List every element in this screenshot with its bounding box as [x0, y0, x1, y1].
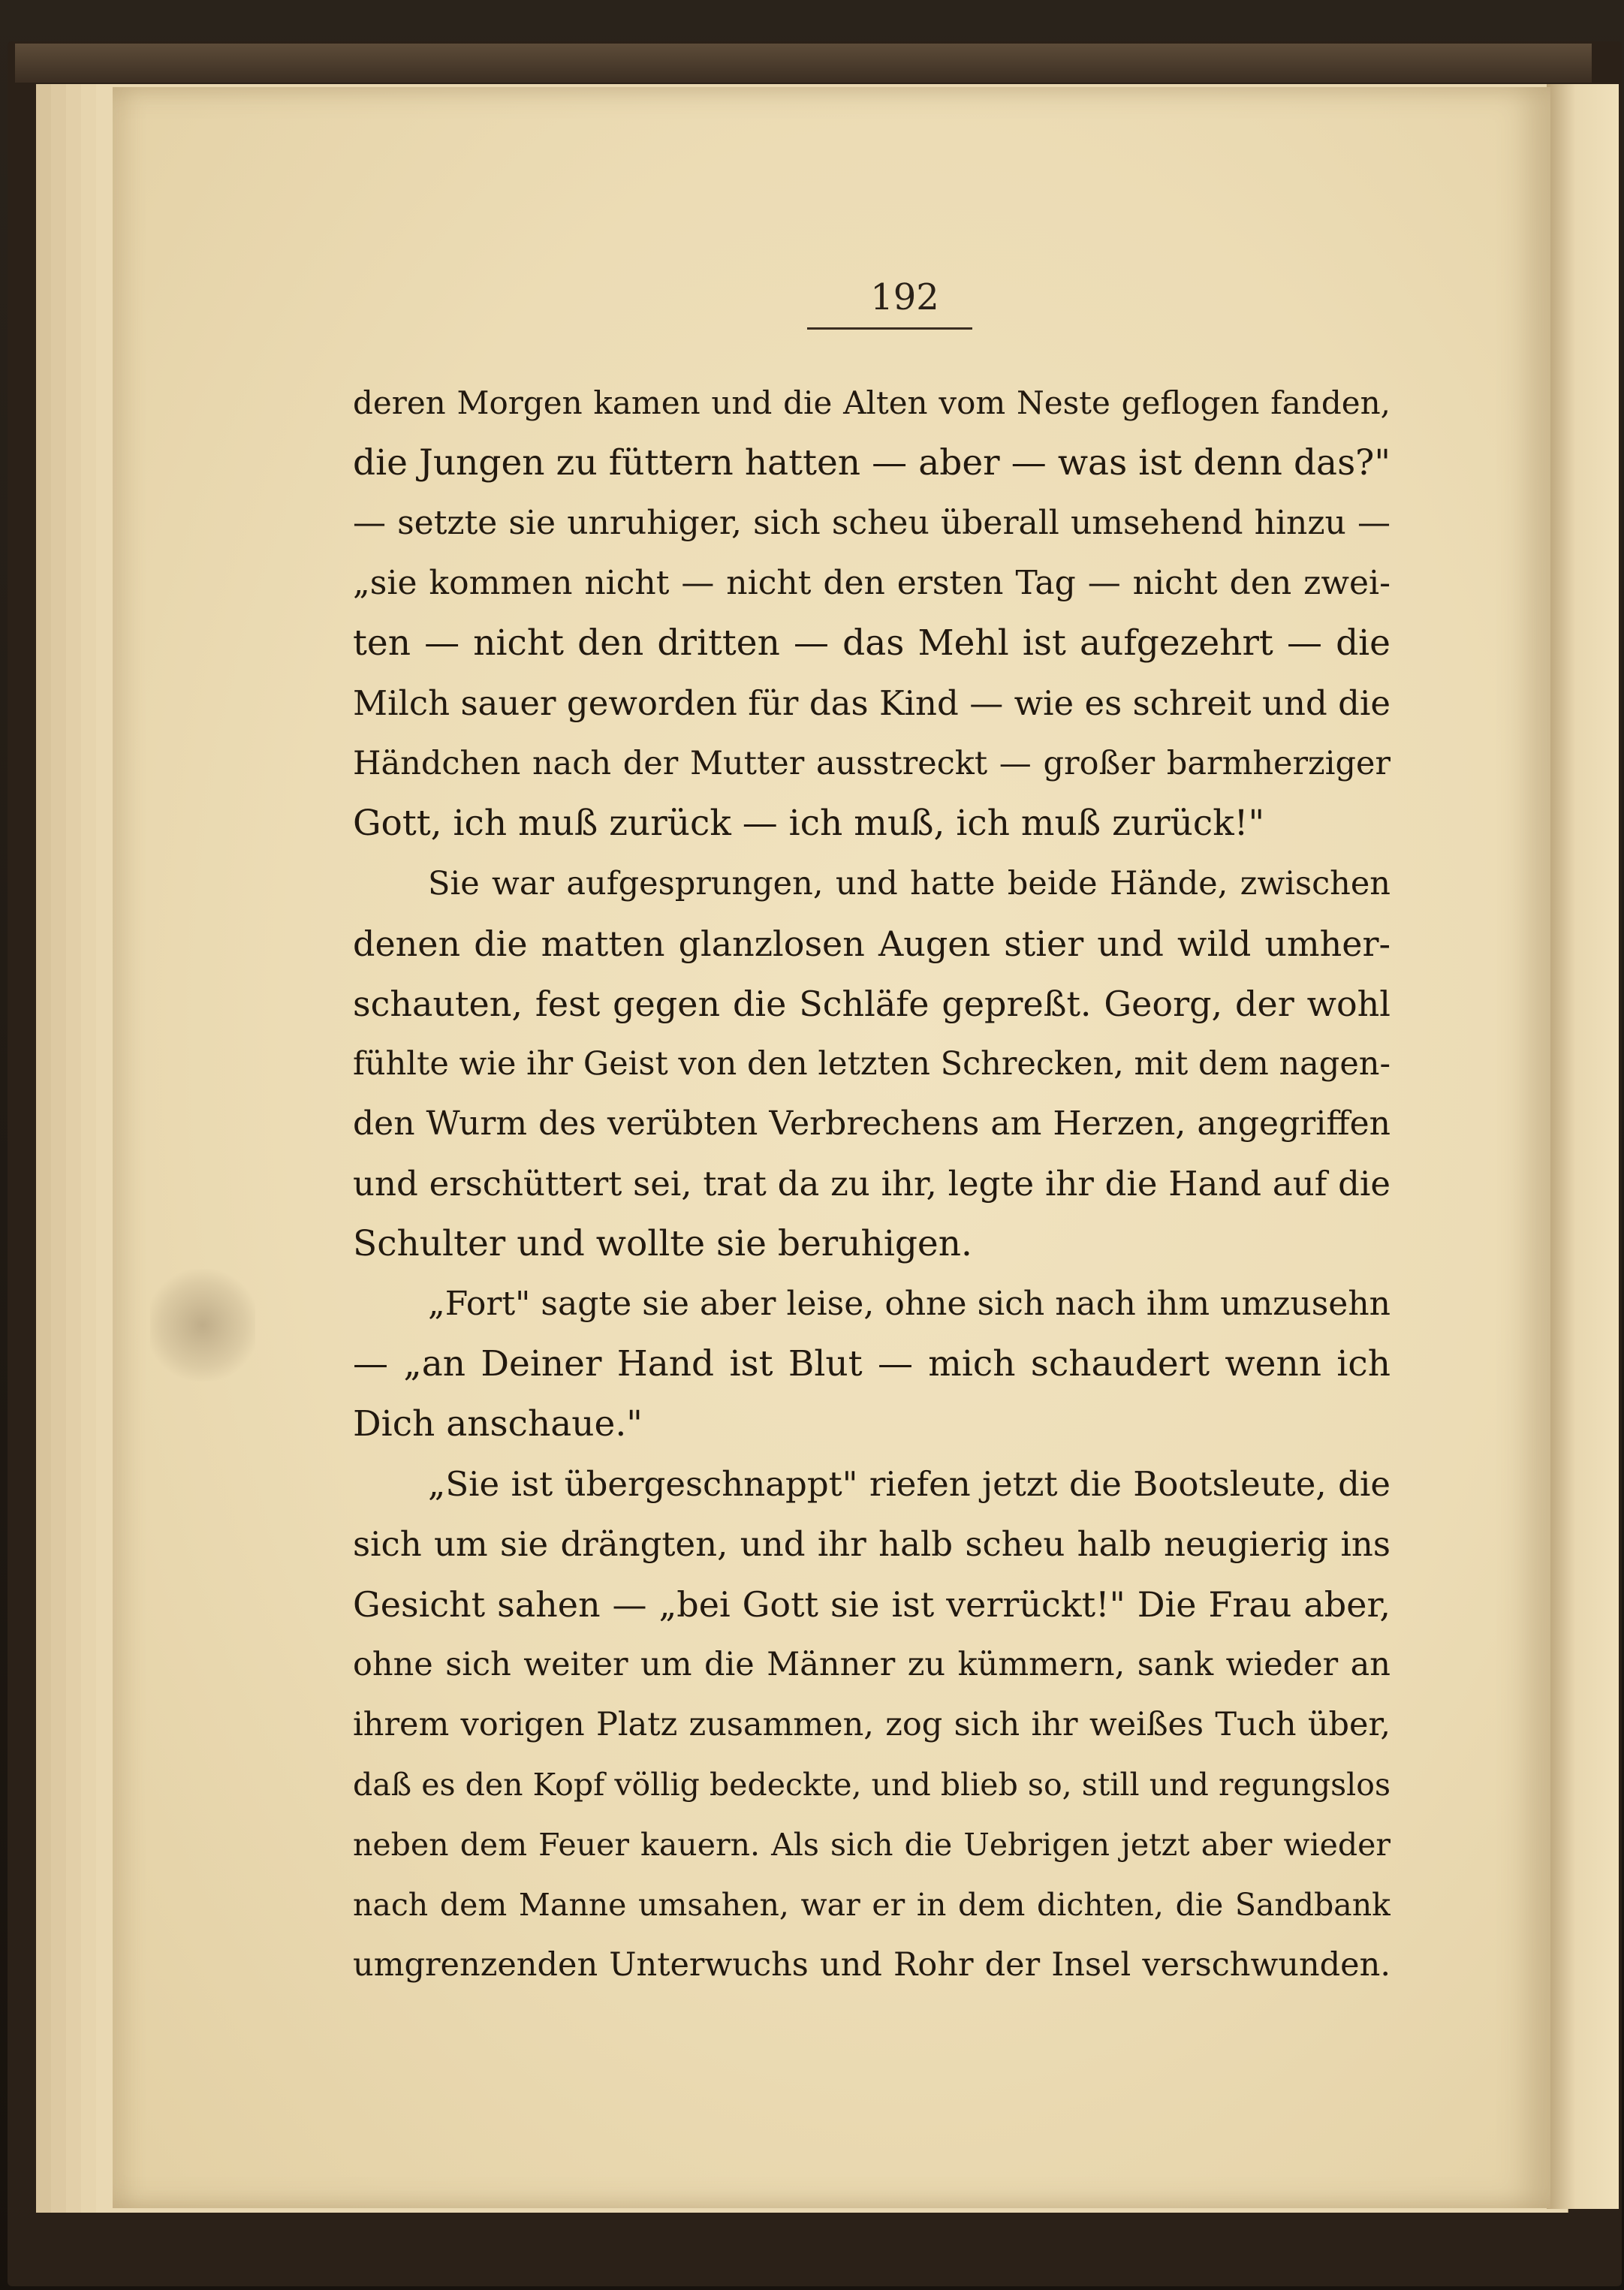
- body-text: [353, 373, 1390, 1995]
- text-line: „Fort" sagte sie aber leise, ohne sich nach ihm umzusehn: [428, 1285, 1390, 1323]
- text-line: ihrem vorigen Platz zusammen, zog sich ihr weißes Tuch über,: [353, 1706, 1390, 1743]
- text-line: Gott, ich muß zurück — ich muß, ich muß zurück!": [353, 803, 1265, 844]
- text-line: Milch sauer geworden für das Kind — wie es schreit und die: [353, 683, 1390, 723]
- text-line: schauten, fest gegen die Schläfe gepreßt. Georg, der wohl: [353, 984, 1390, 1024]
- text-line: — „an Deiner Hand ist Blut — mich schaudert wenn ich: [353, 1343, 1390, 1385]
- page-number: 192: [870, 276, 939, 318]
- text-line: nach dem Manne umsahen, war er in dem dichten, die Sandbank: [353, 1887, 1390, 1923]
- text-line: Gesicht sahen — „bei Gott sie ist verrückt!" Die Frau aber,: [353, 1584, 1390, 1625]
- text-line: die Jungen zu füttern hatten — aber — was ist denn das?": [353, 442, 1390, 484]
- text-line: denen die matten glanzlosen Augen stier und wild umher-: [353, 924, 1390, 964]
- text-line: — setzte sie unruhiger, sich scheu überall umsehend hinzu —: [353, 504, 1390, 542]
- text-line: und erschüttert sei, trat da zu ihr, legte ihr die Hand auf die: [353, 1164, 1390, 1204]
- text-line: sich um sie drängten, und ihr halb scheu halb neugierig ins: [353, 1524, 1390, 1564]
- text-line: daß es den Kopf völlig bedeckte, und blieb so, still und regungslos: [353, 1767, 1390, 1803]
- text-line: Händchen nach der Mutter ausstreckt — großer barmherziger: [353, 745, 1390, 782]
- text-line: fühlte wie ihr Geist von den letzten Schrecken, mit dem nagen-: [353, 1045, 1390, 1083]
- text-line: deren Morgen kamen und die Alten vom Neste geflogen fanden,: [353, 384, 1390, 421]
- facing-page-edge: [1547, 84, 1619, 2209]
- text-line: Dich anschaue.": [353, 1403, 643, 1445]
- text-line: „sie kommen nicht — nicht den ersten Tag — nicht den zwei-: [353, 564, 1390, 602]
- text-line: ten — nicht den dritten — das Mehl ist aufgezehrt — die: [353, 622, 1390, 664]
- text-line: umgrenzenden Unterwuchs und Rohr der Insel verschwunden.: [353, 1946, 1390, 1984]
- text-line: ohne sich weiter um die Männer zu kümmern, sank wieder an: [353, 1646, 1390, 1683]
- text-line: den Wurm des verübten Verbrechens am Herzen, angegriffen: [353, 1104, 1390, 1143]
- text-line: „Sie ist übergeschnappt" riefen jetzt die Bootsleute, die: [428, 1464, 1390, 1504]
- cover-top-edge: [15, 44, 1592, 83]
- text-line: neben dem Feuer kauern. Als sich die Uebrigen jetzt aber wieder: [353, 1827, 1390, 1863]
- text-line: Schulter und wollte sie beruhigen.: [353, 1223, 972, 1264]
- page-number-rule: [807, 327, 972, 330]
- paper-stain: [150, 1269, 255, 1382]
- text-line: Sie war aufgesprungen, und hatte beide Hände, zwischen: [428, 865, 1390, 902]
